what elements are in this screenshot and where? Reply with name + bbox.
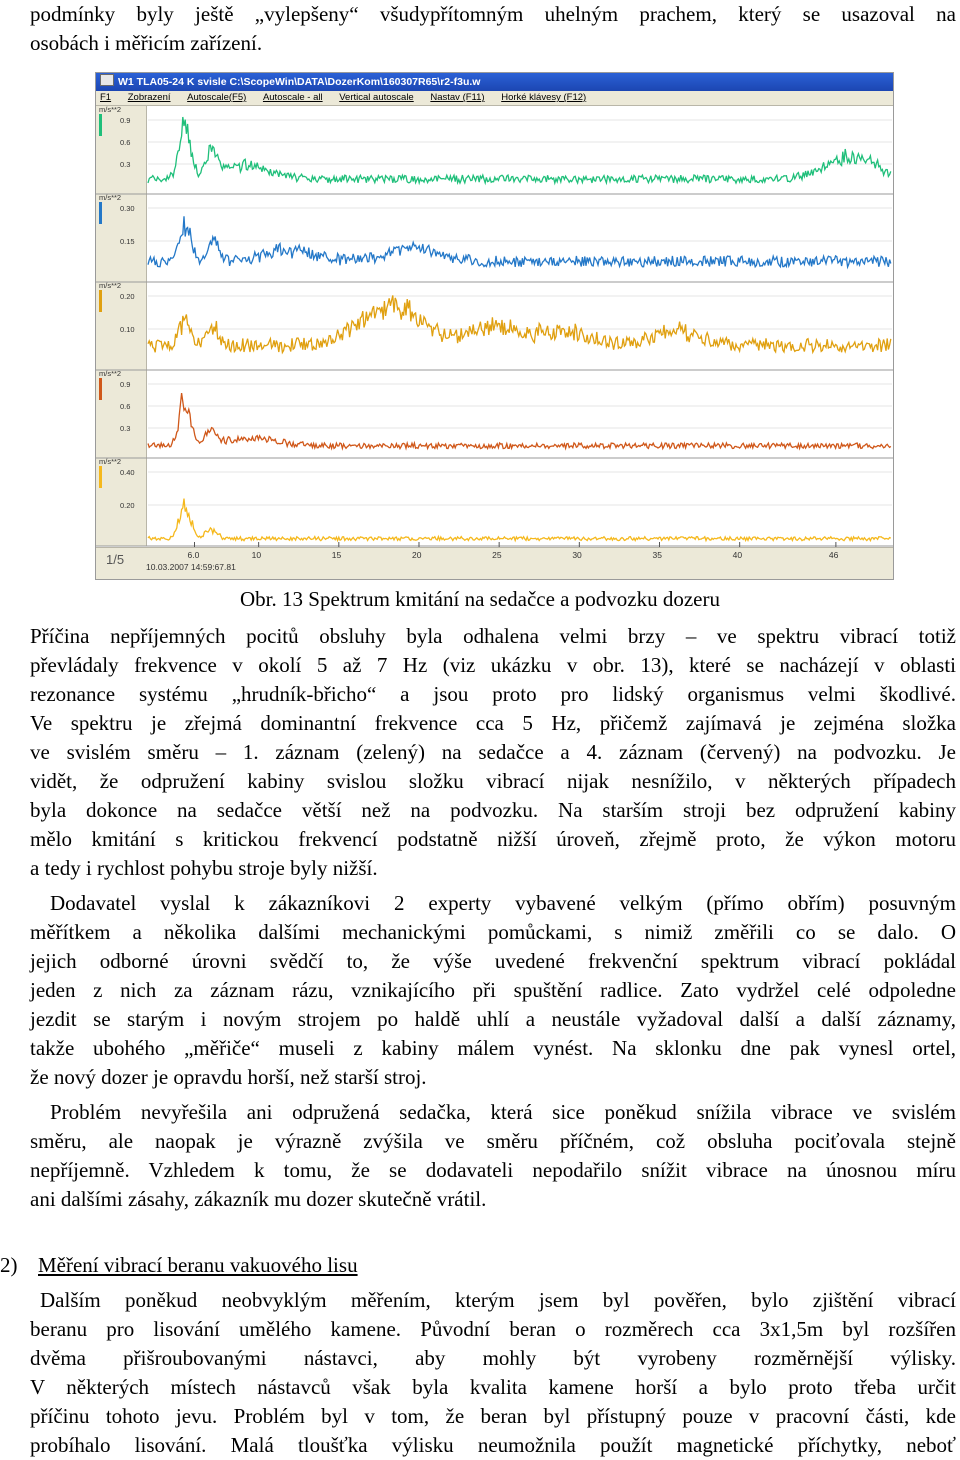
channel-5: [96, 457, 893, 546]
p3-line: ani dalšími zásahy, zákazník mu dozer skutečně vrátil.: [30, 1187, 487, 1211]
scope-title-bar: [96, 73, 893, 91]
y-tick-label: 0.30: [120, 204, 135, 213]
x-tick-label: 25: [492, 550, 502, 560]
channel-3: [96, 281, 893, 370]
p3-line: Problém nevyřešila ani odpružená sedačka, která sice poněkud snížila vibrace ve svislém: [50, 1100, 956, 1124]
y-tick-label: 0.40: [120, 468, 135, 477]
record-time-value: 14:59:67.81: [190, 562, 236, 572]
channel-unit-label: m/s**2: [99, 106, 122, 114]
record-date-value: 10.03.2007: [146, 562, 189, 572]
p1-line: mělo kmitání s kritickou frekvencí podstatně nižší úroveň, zřejmě proto, že výkon motoru: [30, 827, 956, 851]
menu-item-autoscale-all[interactable]: Autoscale - all: [262, 92, 323, 103]
channel-indicator: 1/5: [106, 552, 125, 567]
p2-line: jejich odborné úrovni svědčí to, že výše uvedené frekvenční spektrum vibrací pokládal: [30, 949, 956, 973]
x-tick-label: 20: [411, 550, 422, 560]
menu-item-horke-klavesy[interactable]: Horké klávesy (F12): [501, 92, 587, 103]
intro-line-2: osobách i měřicím zařízení.: [30, 31, 263, 55]
p2-line: takže ubohého „měřiče“ museli z kabiny málem vynést. Na sklonku dne pak vynesl ortel,: [30, 1036, 956, 1060]
menu-item-zobrazeni[interactable]: Zobrazení: [127, 92, 171, 103]
p1-line: vidět, že odpružení kabiny svislou složku vibrací nijak nesnížilo, v některých případech: [30, 769, 956, 793]
p1-line: Ve spektru je zřejmá dominantní frekvence cca 5 Hz, přičemž zajímavá je zejména složka: [30, 711, 956, 735]
p1-line: ve svislém směru – 1. záznam (zelený) na sedačce a 4. záznam (červený) na podvozku. Je: [30, 740, 956, 764]
y-tick-label: 0.10: [120, 325, 135, 334]
record-date: [146, 562, 236, 572]
x-tick-label: 35: [652, 550, 662, 560]
channel-color-marker: [99, 290, 102, 312]
p1-line: Příčina nepříjemných pocitů obsluhy byla odhalena velmi brzy – ve spektru vibrací totiž: [30, 624, 956, 648]
x-tick-label: 40: [732, 550, 743, 560]
section-title: Měření vibrací beranu vakuového lisu: [38, 1253, 358, 1277]
channel-unit-label: m/s**2: [99, 193, 122, 202]
p1-line: a tedy i rychlost pohybu stroje byly nižší.: [30, 856, 378, 880]
channel-color-marker: [99, 114, 102, 136]
y-tick-label: 0.6: [120, 138, 131, 147]
y-tick-label: 0.20: [120, 501, 135, 510]
x-tick-label: 30: [572, 550, 582, 560]
intro-line-1: podmínky byly ještě „vylepšeny“ všudypřítomným uhelným prachem, který se usazoval na: [30, 2, 956, 26]
p1-line: rezonance systému „hrudník-břicho“ a jsou proto pro lidský organismus velmi škodlivé.: [30, 682, 956, 706]
spectrum-trace: [148, 216, 891, 267]
menu-item-nastav[interactable]: Nastav (F11): [430, 92, 485, 103]
y-tick-label: 0.15: [120, 237, 135, 246]
p2-line: že nový dozer je opravdu horší, než starší stroj.: [30, 1065, 427, 1089]
p3-line: směru, ale naopak je výrazně zvýšila ve směru příčném, což obsluha pociťovala stejně: [30, 1129, 956, 1153]
y-tick-label: 0.3: [120, 160, 131, 169]
p1-line: byla dokonce na sedačce větší než na podvozku. Na starším stroji bez odpružení kabiny: [30, 798, 956, 822]
scope-menu-bar: [96, 91, 893, 106]
p2-line: jezdit se starým i novým strojem po haldě uhlí a neustále vyžadoval další a další záznamy,: [30, 1007, 956, 1031]
p4-line: příčinu tohoto jevu. Problém byl v tom, že beran byl přístupný pouze v pracovní části, kde: [30, 1404, 956, 1428]
window-app-icon: [100, 74, 114, 86]
x-tick-label: 46: [828, 550, 839, 560]
menu-item-f1[interactable]: F1: [100, 92, 112, 103]
y-tick-label: 0.6: [120, 402, 131, 411]
channel-2: [96, 193, 893, 282]
spectrum-trace: [148, 117, 891, 183]
channel-1: [96, 106, 893, 194]
spectrum-trace: [148, 295, 891, 352]
y-tick-label: 0.9: [120, 380, 131, 389]
p3-line: nepříjemně. Vzhledem k tomu, že se dodavateli nepodařilo snížit vibrace na únosnou míru: [30, 1158, 956, 1182]
x-tick-label: 15: [331, 550, 342, 560]
p2-line: měřítkem a několika dalšími mechanickými pomůckami, s nimiž změřili co se dalo. O: [30, 920, 956, 944]
x-tick-label: 10: [251, 550, 262, 560]
channel-4: [96, 369, 893, 458]
channel-unit-label: m/s**2: [99, 457, 122, 466]
section-number: 2): [0, 1253, 18, 1277]
channel-color-marker: [99, 202, 102, 224]
p4-line: Dalším poněkud neobvyklým měřením, kterým jsem byl pověřen, bylo zjištění vibrací: [40, 1288, 956, 1312]
spectrum-screenshot: [95, 72, 894, 580]
spectrum-trace: [148, 393, 891, 449]
channel-color-marker: [99, 466, 102, 488]
p4-line: beranu pro lisování umělého kamene. Původní beran o rozměrech cca 3x1,5m byl rozšířen: [30, 1317, 956, 1341]
p2-line: Dodavatel vyslal k zákazníkovi 2 experty vybavené velkým (přímo obřím) posuvným: [50, 891, 956, 915]
spectrum-plot: [96, 106, 893, 547]
p1-line: převládaly frekvence v okolí 5 až 7 Hz (viz ukázku v obr. 13), které se nacházejí v oblasti: [30, 653, 956, 677]
p2-line: jeden z nich za záznam rázu, vznikajícího při spuštění radlice. Zato vydržel celé odpoledne: [30, 978, 956, 1002]
figure-caption: Obr. 13 Spektrum kmitání na sedačce a podvozku dozeru: [240, 587, 720, 611]
p4-line: V některých místech nástavců však byla kvalita kamene horší a bylo proto třeba určit: [30, 1375, 956, 1399]
menu-item-vertical-autoscale[interactable]: Vertical autoscale: [339, 92, 414, 103]
y-tick-label: 0.9: [120, 116, 131, 125]
x-tick-label: 6.0: [187, 550, 200, 560]
p4-line: dvěma přišroubovanými nástavci, aby mohly být vyrobeny rozměrnější výlisky.: [30, 1346, 956, 1370]
channel-unit-label: m/s**2: [99, 281, 122, 290]
scope-status-bar: [96, 547, 893, 580]
y-tick-label: 0.3: [120, 424, 131, 433]
channel-unit-label: m/s**2: [99, 369, 122, 378]
menu-item-autoscale[interactable]: Autoscale(F5): [187, 92, 247, 103]
channel-color-marker: [99, 378, 102, 400]
scope-window-title: W1 TLA05-24 K svisle C:\ScopeWin\DATA\DozerKom\160307R65\r2-f3u.w: [118, 76, 481, 88]
p4-line: probíhalo lisování. Malá tloušťka výlisku neumožnila použít magnetické příchytky, neboť: [30, 1433, 956, 1457]
y-tick-label: 0.20: [120, 292, 135, 301]
section-heading: [0, 1252, 358, 1278]
